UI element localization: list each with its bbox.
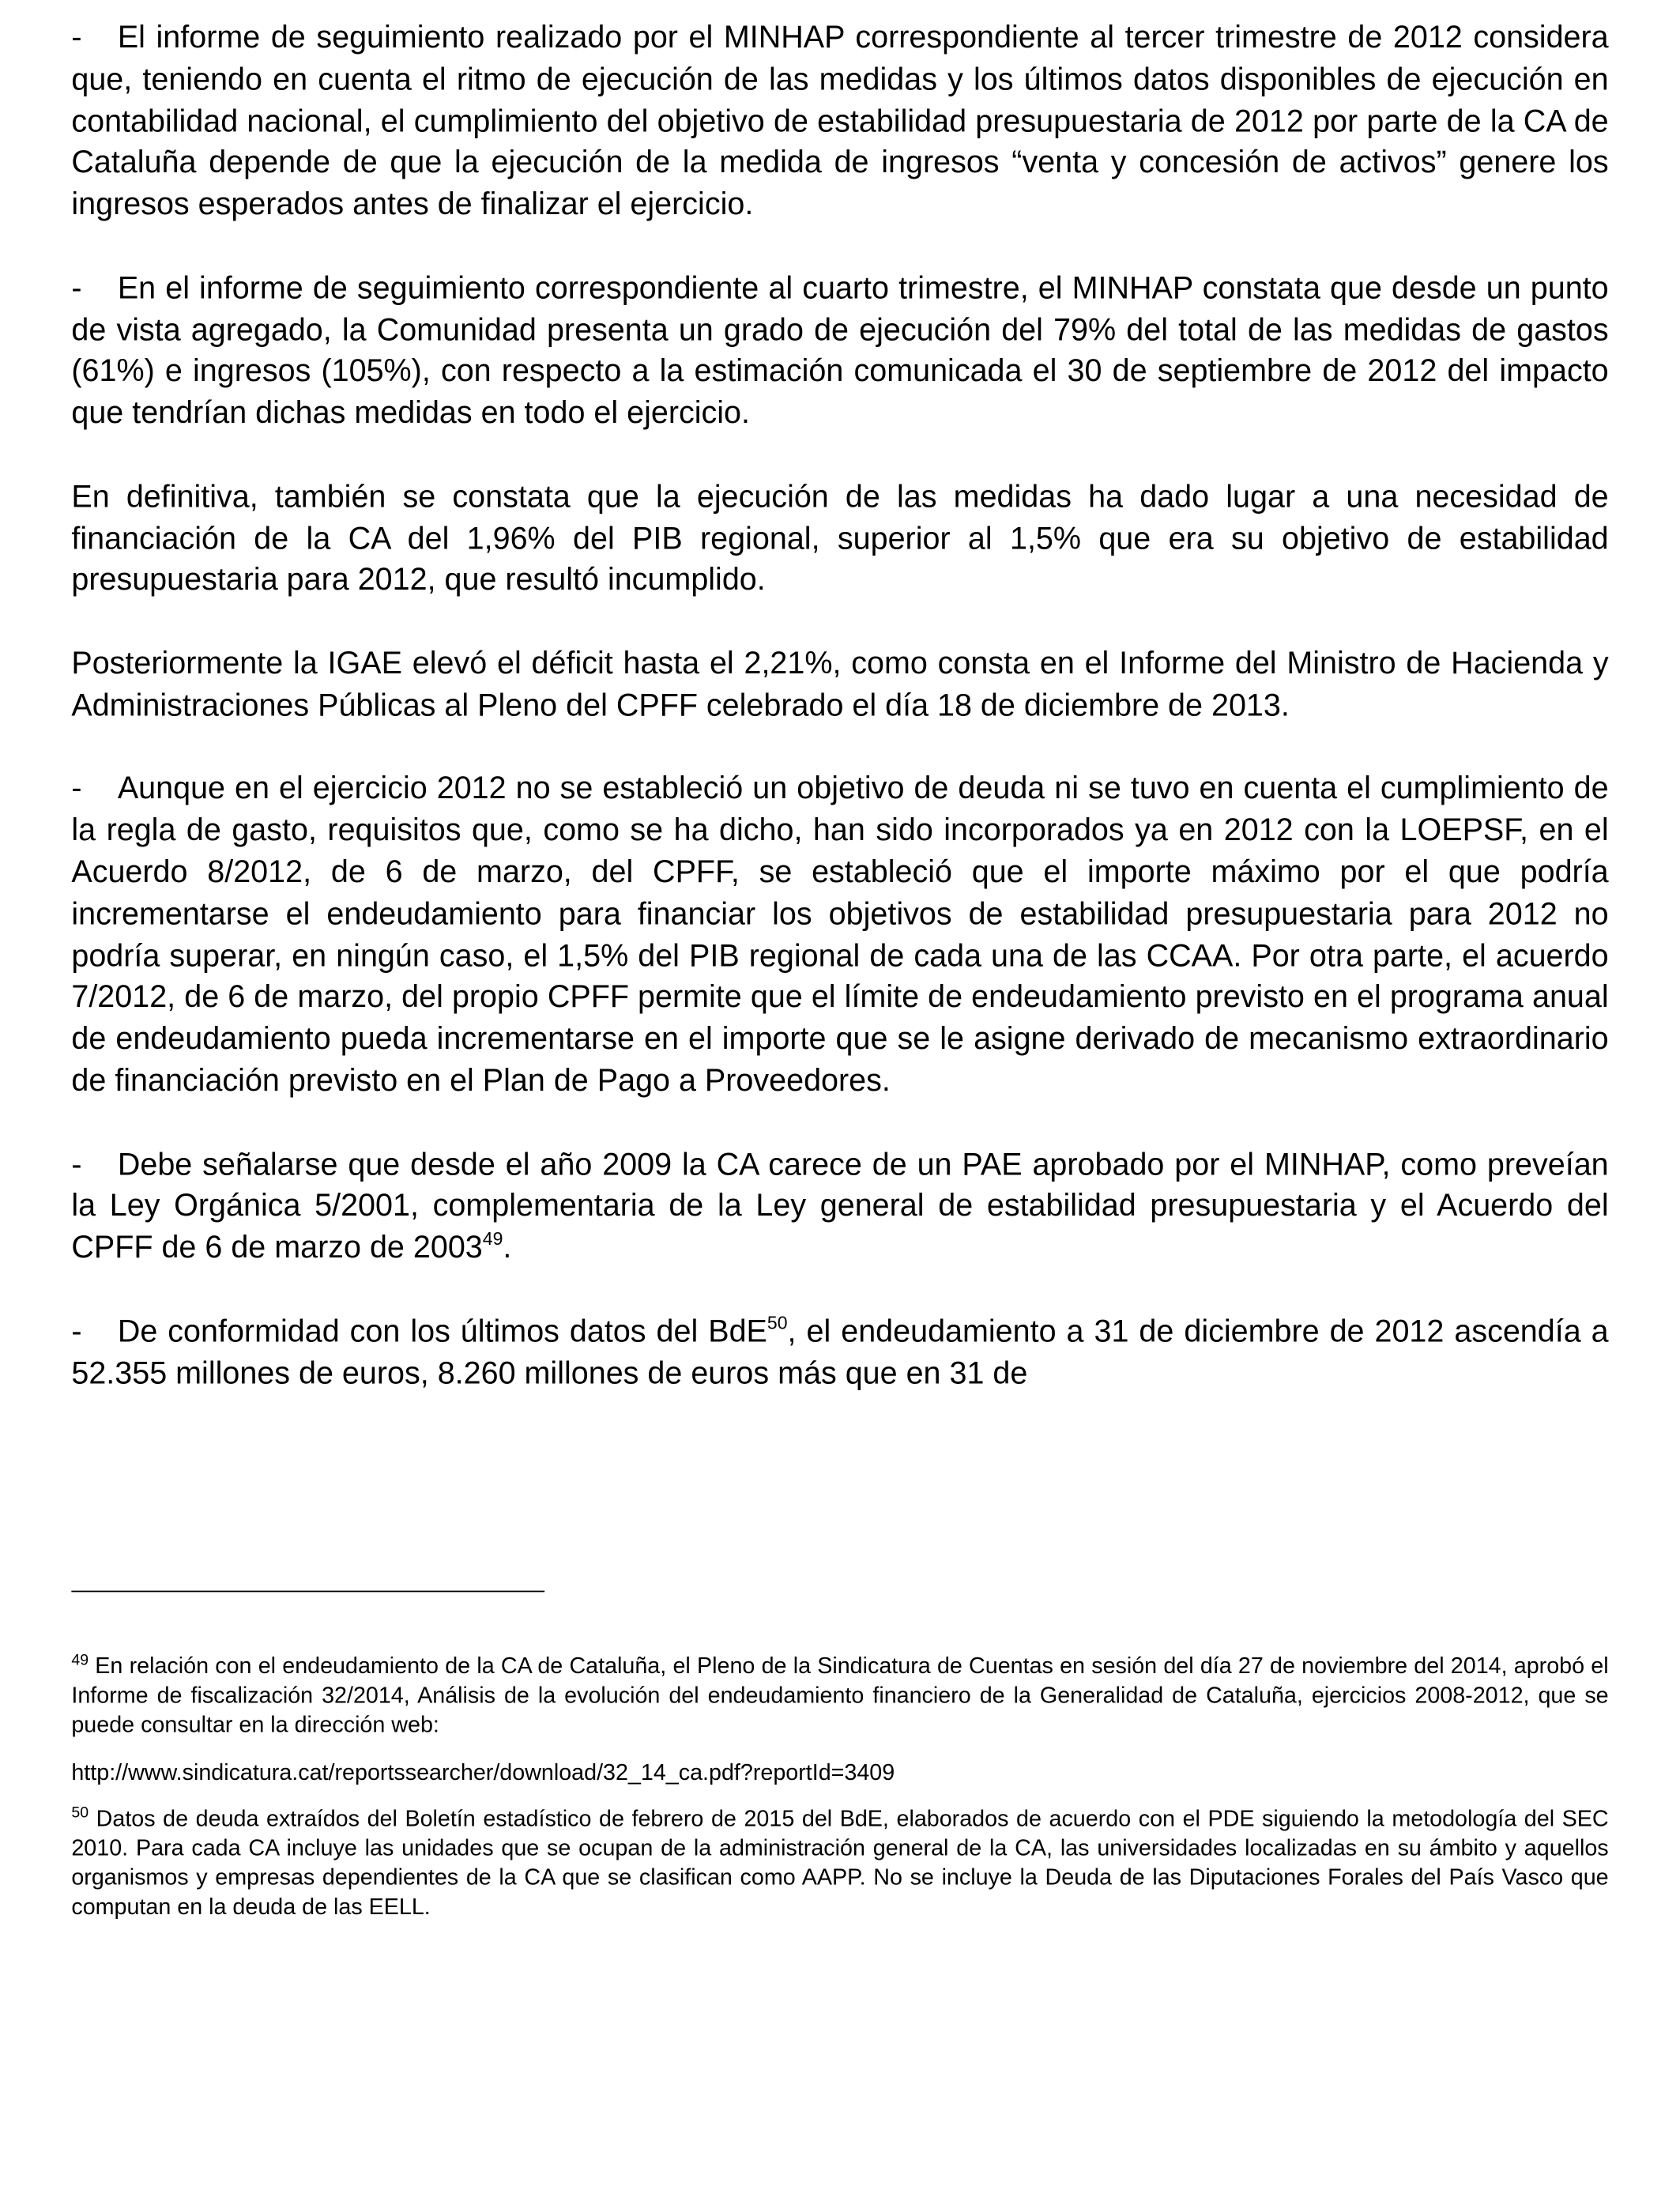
- footnotes: [71, 1653, 1608, 1940]
- paragraph-text-end: .: [503, 1229, 512, 1265]
- paragraph-en-definitiva: [71, 476, 1608, 601]
- footnote-ref-49[interactable]: 49: [482, 1227, 503, 1250]
- paragraph-text: El informe de seguimiento realizado por el MINHAP correspondiente al tercer trimestre de 2012 considera que, teniendo en cuenta el ritmo de ejecución de las medidas y los últimos datos disponibles de ejecución en contabilidad nacional, el cumplimiento del objetivo de estabilidad presupuestaria de 2012 por parte de la CA de Cataluña depende de que la ejecución de la medida de ingresos “venta y concesión de activos” genere los ingresos esperados antes de finalizar el ejercicio.: [71, 19, 1609, 222]
- footnote-link[interactable]: http://www.sindicatura.cat/reportssearcher/download/32_14_ca.pdf?reportId=3409: [71, 1759, 895, 1785]
- footnote-49-url: [71, 1759, 1608, 1789]
- paragraph-tercer-trimestre: [71, 17, 1608, 225]
- footnote-50: [71, 1804, 1608, 1923]
- paragraph-igae-deficit: [71, 643, 1608, 726]
- paragraph-text-end: , el endeudamiento a 31 de diciembre de 2012 ascendía a 52.355 millones de euros, 8.260 millones de euros más que en 31 de: [71, 1313, 1609, 1390]
- paragraph-text: En el informe de seguimiento correspondiente al cuarto trimestre, el MINHAP constata que desde un punto de vista agregado, la Comunidad presenta un grado de ejecución del 79% del total de las medidas de gastos (61%) e ingresos (105%), con respecto a la estimación comunicada el 30 de septiembre de 2012 del impacto que tendrían dichas medidas en todo el ejercicio.: [71, 270, 1609, 431]
- paragraph-pae: [71, 1144, 1608, 1269]
- bullet-dash: -: [71, 19, 82, 55]
- paragraph-text: Debe señalarse que desde el año 2009 la CA carece de un PAE aprobado por el MINHAP, como preveían la Ley Orgánica 5/2001, complementaria de la Ley general de estabilidad presupuestaria y el Acuerdo del CPFF de 6 de marzo de 2003: [71, 1146, 1609, 1265]
- footnote-ref-50[interactable]: 50: [767, 1311, 788, 1333]
- paragraph-objetivo-deuda: [71, 767, 1608, 1101]
- body-text: [71, 17, 1608, 1393]
- footnote-number: 49: [71, 1652, 89, 1669]
- paragraph-text: De conformidad con los últimos datos del BdE: [117, 1313, 767, 1348]
- bullet-dash: -: [71, 270, 82, 305]
- footnote-separator: [71, 1591, 544, 1593]
- paragraph-text: En definitiva, también se constata que la ejecución de las medidas ha dado lugar a una necesidad de financiación de la CA del 1,96% del PIB regional, superior al 1,5% que era su objetivo de estabilidad presupuestaria para 2012, que resultó incumplido.: [71, 478, 1609, 598]
- footnote-number: 50: [71, 1804, 89, 1822]
- footnote-49: [71, 1653, 1608, 1742]
- footnote-text: En relación con el endeudamiento de la CA de Cataluña, el Pleno de la Sindicatura de Cuentas en sesión del día 27 de noviembre del 2014, aprobó el Informe de fiscalización 32/2014, Análisis de la evolución del endeudamiento financiero de la Generalidad de Cataluña, ejercicios 2008-2012, que se puede consultar en la dirección web:: [71, 1653, 1609, 1739]
- bullet-dash: -: [71, 771, 82, 806]
- paragraph-bde-endeudamiento: [71, 1310, 1608, 1394]
- paragraph-text: Posteriormente la IGAE elevó el déficit hasta el 2,21%, como consta en el Informe del Ministro de Hacienda y Administraciones Públicas al Pleno del CPFF celebrado el día 18 de diciembre de 2013.: [71, 645, 1609, 722]
- paragraph-text: Aunque en el ejercicio 2012 no se estableció un objetivo de deuda ni se tuvo en cuenta el cumplimiento de la regla de gasto, requisitos que, como se ha dicho, han sido incorporados ya en 2012 con la LOEPSF, en el Acuerdo 8/2012, de 6 de marzo, del CPFF, se estableció que el importe máximo por el que podría incrementarse el endeudamiento para financiar los objetivos de estabilidad presupuestaria para 2012 no podría superar, en ningún caso, el 1,5% del PIB regional de cada una de las CCAA. Por otra parte, el acuerdo 7/2012, de 6 de marzo, del propio CPFF permite que el límite de endeudamiento previsto en el programa anual de endeudamiento pueda incrementarse en el importe que se le asigne derivado de mecanismo extraordinario de financiación previsto en el Plan de Pago a Proveedores.: [71, 771, 1609, 1098]
- footnote-text: Datos de deuda extraídos del Boletín estadístico de febrero de 2015 del BdE, elaborados de acuerdo con el PDE siguiendo la metodología del SEC 2010. Para cada CA incluye las unidades que se ocupan de la administración general de la CA, las universidades localizadas en su ámbito y aquellos organismos y empresas dependientes de la CA que se clasifican como AAPP. No se incluye la Deuda de las Diputaciones Forales del País Vasco que computan en la deuda de las EELL.: [71, 1806, 1609, 1921]
- paragraph-cuarto-trimestre: [71, 267, 1608, 434]
- bullet-dash: -: [71, 1313, 82, 1348]
- bullet-dash: -: [71, 1146, 82, 1182]
